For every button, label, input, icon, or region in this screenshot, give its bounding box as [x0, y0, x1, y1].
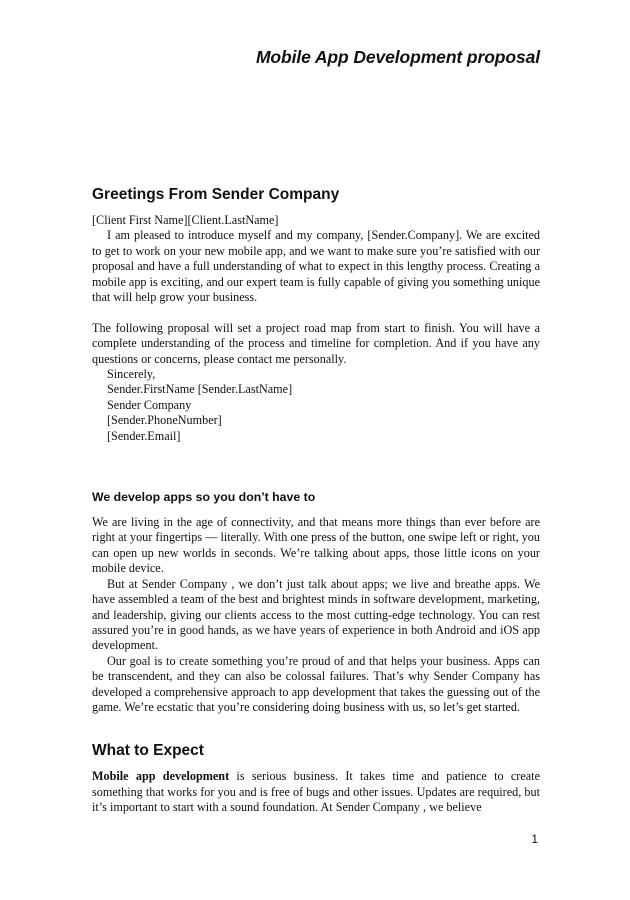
greetings-paragraph-2: The following proposal will set a project road map from start to finish. You will have a complete understanding of the process and timeline for completion. And if you have any questions or concerns, please contact me personally.	[92, 320, 540, 366]
expect-paragraph	[92, 769, 540, 815]
document-body	[92, 186, 540, 816]
signoff-company: Sender Company	[107, 397, 192, 412]
develop-paragraph-2: But at Sender Company , we don’t just talk about apps; we live and breathe apps. We have assembled a team of the best and brightest minds in software development, marketing, and leadership, giving our clients access to the most cutting-edge technology. You can rest assured you’re in good hands, as we have years of experience in both Android and iOS app development.	[92, 576, 540, 653]
expect-paragraph-text: is serious business. It takes time and patience to create something that works for you and is free of bugs and other issues. Updates are required, but it’s important to start with a sound foundation. At Sender Company , we believe	[92, 769, 540, 815]
signoff-closing: Sincerely,	[107, 367, 156, 382]
develop-heading: We develop apps so you don’t have to	[92, 490, 316, 505]
signoff-block	[92, 367, 540, 444]
develop-paragraph-3: Our goal is to create something you’re proud of and that helps your business. Apps can be transcendent, and they can also be colossal failures. That’s why Sender Company has developed a comprehensive approach to app development that takes the guessing out of the game. We’re ecstatic that you’re considering doing business with us, so let’s get started.	[92, 653, 540, 714]
signoff-phone: [Sender.PhoneNumber]	[107, 413, 222, 428]
client-name-line: [Client First Name][Client.LastName]	[92, 213, 279, 227]
greetings-paragraph-1: I am pleased to introduce myself and my company, [Sender.Company]. We are excited to get to work on your new mobile app, and we want to make sure you’re satisfied with our proposal and have a full understanding of what to expect in this lengthy process. Creating a mobile app is exciting, and our expert team is fully capable of giving you something unique that will help grow your business.	[92, 228, 540, 305]
expect-heading: What to Expect	[92, 742, 204, 760]
greetings-heading: Greetings From Sender Company	[92, 186, 340, 203]
expect-lead-bold: Mobile app development	[92, 769, 230, 784]
document-header-title: Mobile App Development proposal	[255, 47, 540, 67]
page-number: 1	[531, 832, 538, 846]
develop-paragraph-1: We are living in the age of connectivity, and that means more things than ever before are right at your fingertips — literally. With one press of the button, one swipe left or right, you can open up new worlds in seconds. We’re talking about apps, those little icons on your mobile device.	[92, 515, 540, 576]
signoff-name: Sender.FirstName [Sender.LastName]	[107, 382, 293, 397]
signoff-email: [Sender.Email]	[107, 428, 181, 443]
